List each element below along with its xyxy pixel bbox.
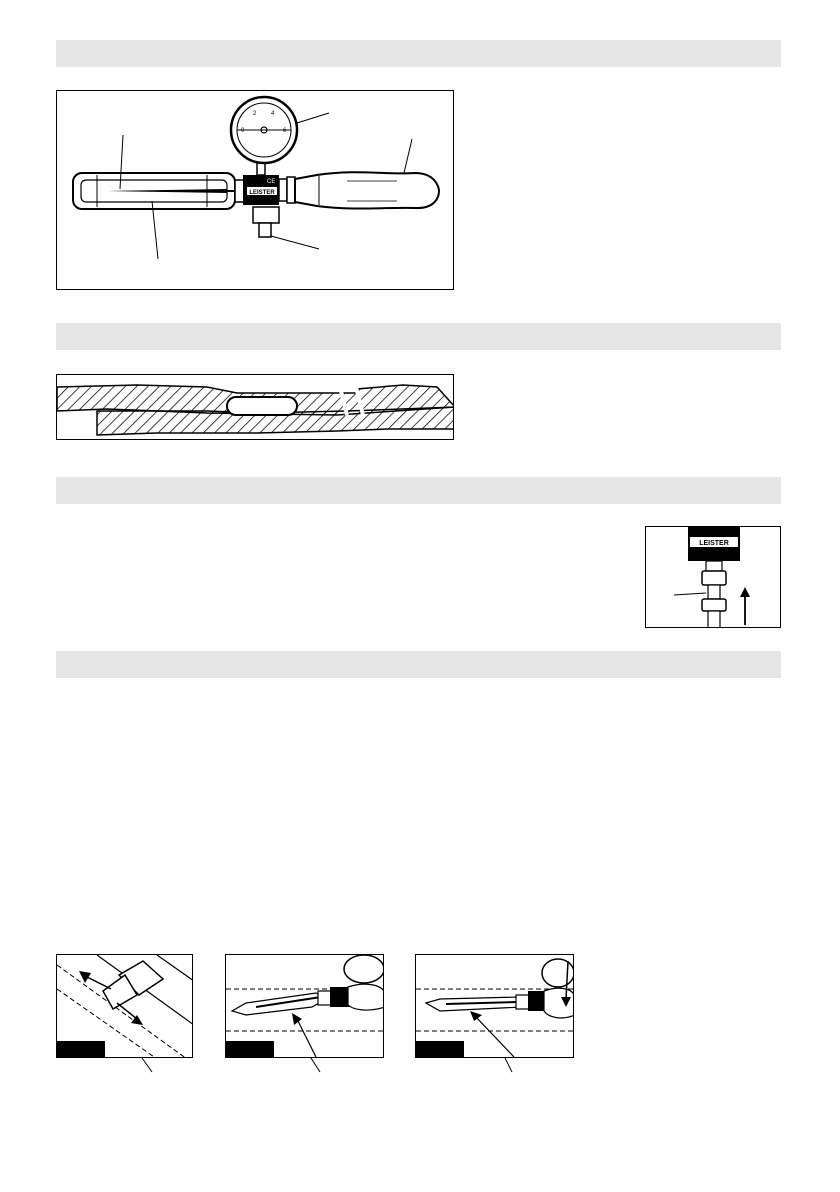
seam-tester-figure — [56, 90, 454, 290]
logo-label: LEISTER — [249, 190, 275, 196]
step-label-tag — [416, 1041, 464, 1058]
insertion-step-figure-1 — [56, 954, 193, 1058]
seam-tester-drawing — [57, 91, 454, 290]
svg-text:4: 4 — [271, 111, 275, 117]
insertion-step-figure-3 — [415, 954, 574, 1058]
valve-logo-label: LEISTER — [699, 540, 729, 547]
seam-cross-section-figure — [56, 374, 454, 440]
svg-text:0: 0 — [241, 128, 245, 134]
valve-detail-figure — [645, 526, 781, 628]
step-label-tag — [57, 1041, 105, 1058]
insertion-step-figure-2 — [225, 954, 384, 1058]
ce-label: CE — [267, 179, 276, 185]
section-header-bar-1 — [56, 40, 781, 67]
section-header-bar-2 — [56, 323, 781, 350]
step-label-tag — [226, 1041, 274, 1058]
svg-text:6: 6 — [283, 128, 287, 134]
valve-detail-drawing — [646, 527, 781, 628]
seam-cross-section-drawing — [57, 375, 454, 440]
section-header-bar-4 — [56, 651, 781, 678]
svg-text:2: 2 — [253, 111, 257, 117]
section-header-bar-3 — [56, 477, 781, 504]
